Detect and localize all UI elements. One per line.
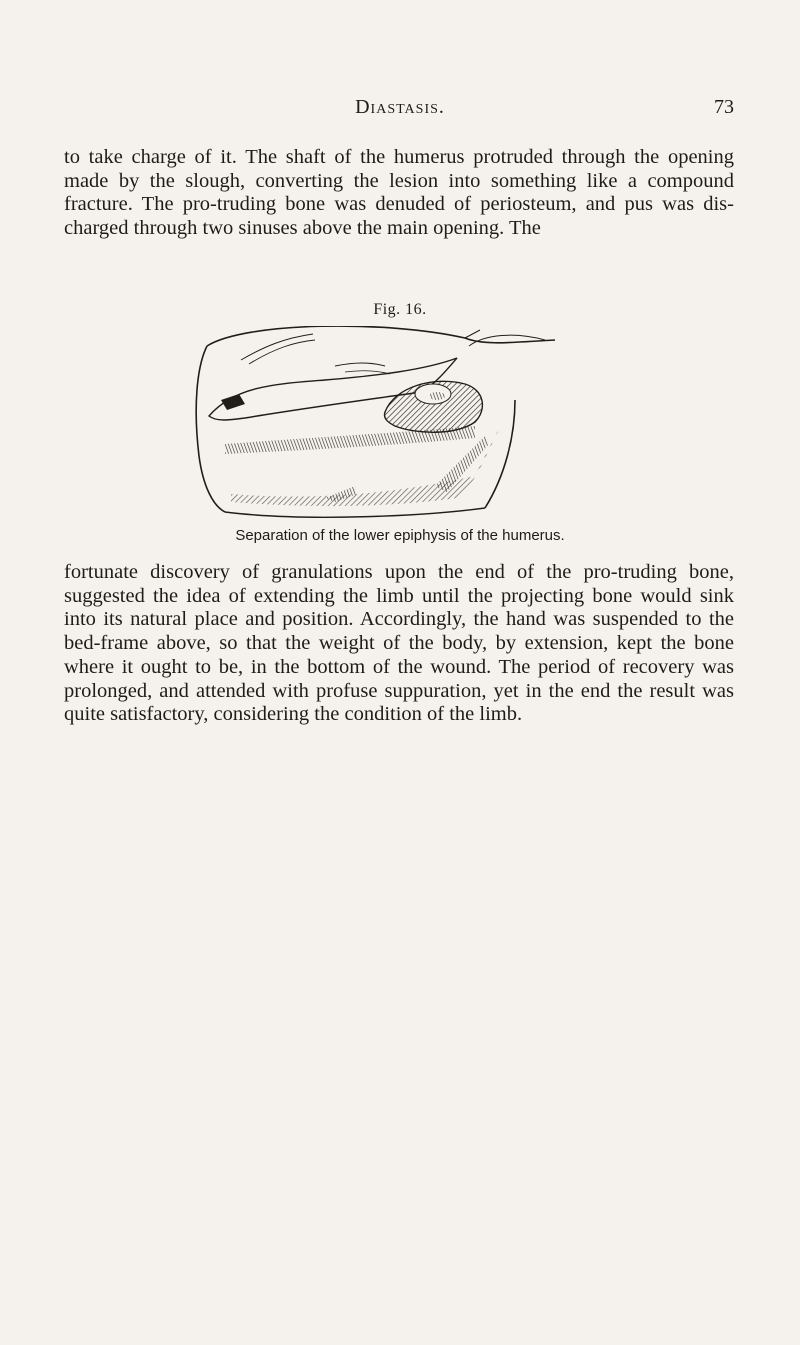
page-number: 73: [714, 96, 734, 118]
figure-caption: Separation of the lower epiphysis of the humerus.: [235, 527, 565, 544]
running-title: Diastasis.: [355, 96, 445, 118]
humerus-illustration: [185, 326, 570, 526]
page-header: [64, 96, 736, 126]
limb-outline: [207, 326, 555, 346]
paragraph-2: fortunate discovery of granulations upon the end of the pro-truding bone, suggested the idea of extending the limb until the projecting bone would sink into its natural place and position. Accordingly, the hand was suspended to the bed-frame above, so that the weight of the body, by extension, kept the bone where it ought to be, in the bottom of the wound. The period of recovery was prolonged, and attended with profuse suppuration, yet in the end the result was quite satisfactory, considering the condition of the limb.: [64, 561, 734, 726]
paragraph-1: to take charge of it. The shaft of the humerus protruded through the opening made by the slough, converting the lesion into something like a compound fracture. The pro-truding bone was denuded of periosteum, and pus was dis-charged through two sinuses above the main opening. The: [64, 146, 734, 240]
figure-label: Fig. 16.: [373, 301, 427, 318]
